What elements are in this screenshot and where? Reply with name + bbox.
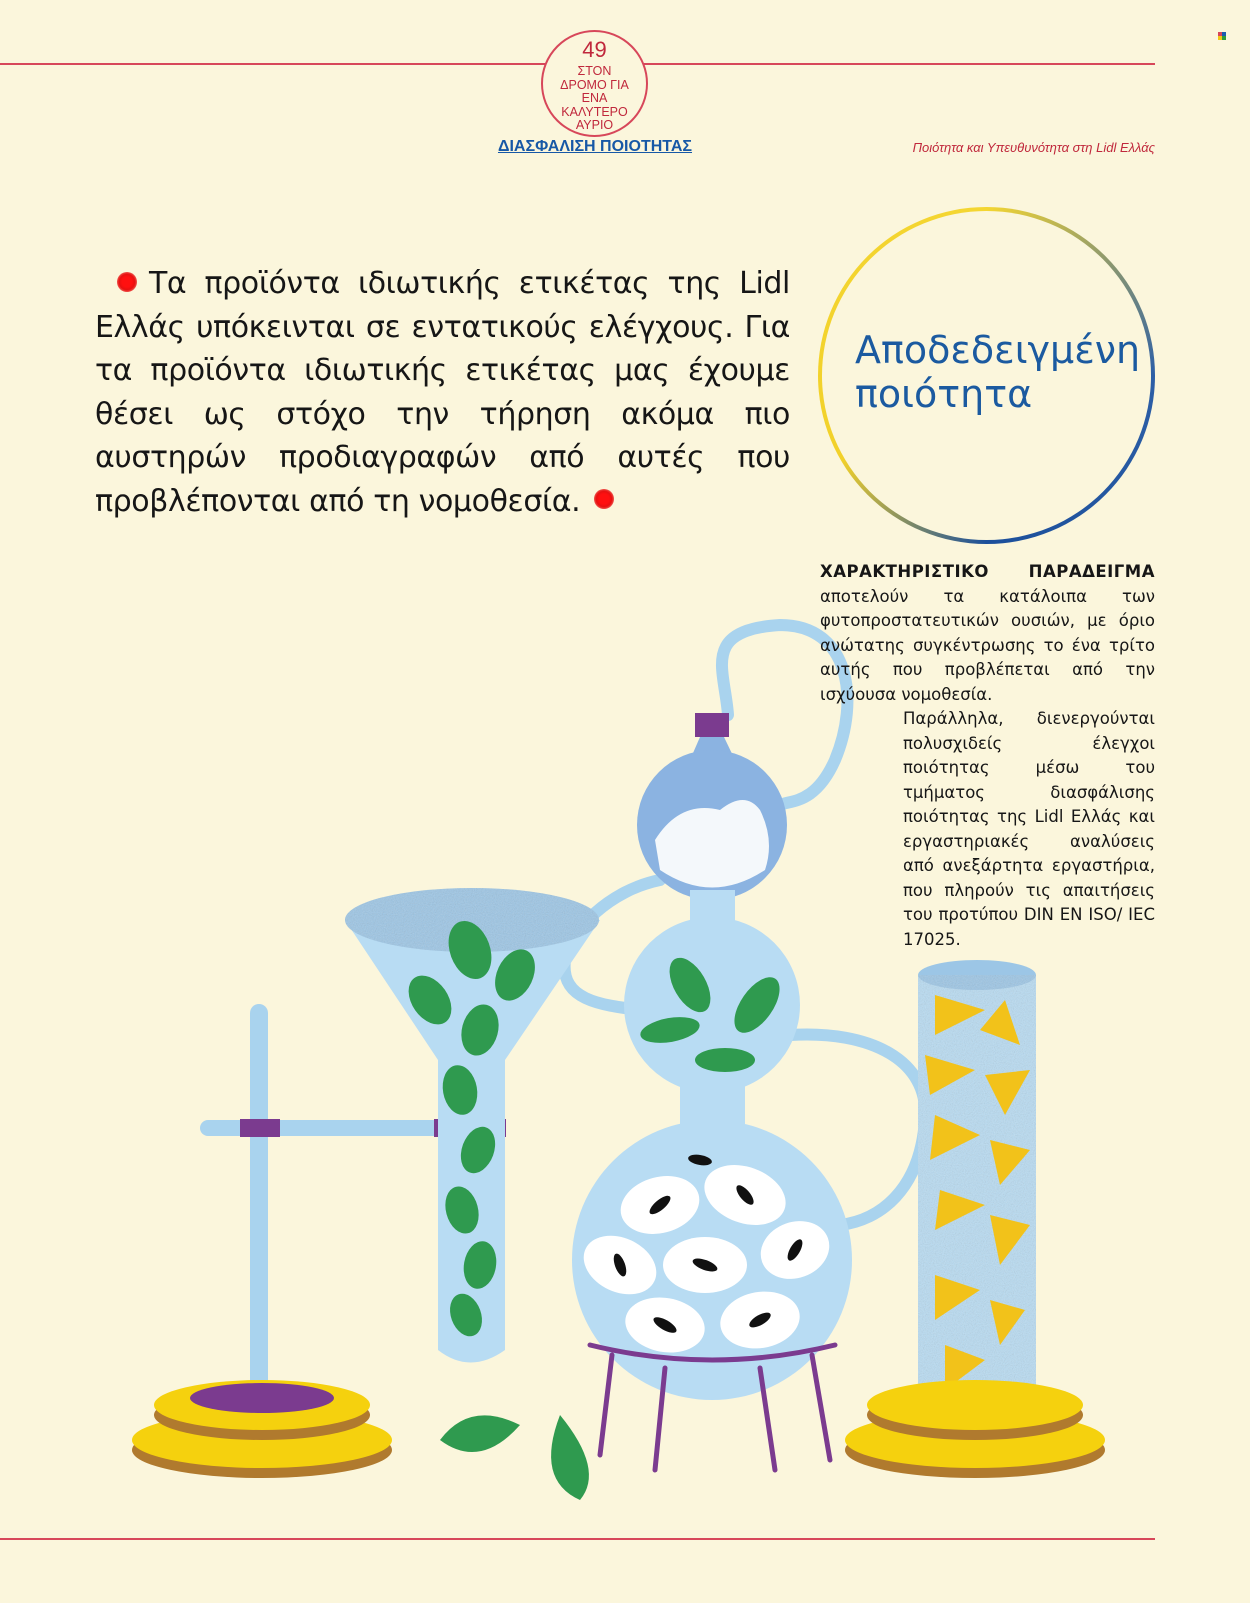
quality-paragraph: Παράλληλα, διενεργούνται πολυσχιδείς έλεγχοι ποιότητας μέσω του τμήματος διασφάλισης ποιότητας της Lidl Ελλάς και εργαστηριακές αναλύσεις από ανεξάρτητα εργαστήρια, που πληρούν τις απαιτήσεις του προτύπου DIN EN ISO/ IEC 17025. xyxy=(903,709,1155,949)
example-paragraph: αποτελούν τα κατάλοιπα των φυτοπροστατευτικών ουσιών, με όριο ανώτατης συγκέντρωσης το ένα τρίτο αυτής που προβλέπεται από την ισχύουσα νομοθεσία. xyxy=(820,586,1155,704)
loose-leaves xyxy=(440,1415,589,1500)
footer-rule xyxy=(0,1538,1155,1540)
body-column-1 xyxy=(820,560,1155,707)
distillation-flask xyxy=(572,713,852,1470)
body-column-2 xyxy=(903,707,1155,952)
example-heading: ΧΑΡΑΚΤΗΡΙΣΤΙΚΟ ΠΑΡΑΔΕΙΓΜΑ xyxy=(820,562,1155,581)
section-title: ΔΙΑΣΦΑΛΙΣΗ ΠΟΙΟΤΗΤΑΣ xyxy=(497,138,693,155)
circle-title: Αποδεδειγμένη ποιότητα xyxy=(855,328,1141,416)
lead-text: Τα προϊόντα ιδιωτικής ετικέτας της Lidl Ελλάς υπόκεινται σε εντατικούς ελέγχους. Για τα προϊόντα ιδιωτικής ετικέτας μας έχουμε θέσει ως στόχο την τήρηση ακόμα πιο αυστηρών προδιαγραφών από αυτές που προβλέπονται από τη νομοθεσία. xyxy=(95,266,790,519)
test-tube xyxy=(845,960,1105,1478)
publication-title: Ποιότητα και Υπευθυνότητα στη Lidl Ελλάς xyxy=(912,140,1155,155)
page-number: 49 xyxy=(582,37,607,62)
badge-text: ΣΤΟΝ ΔΡΟΜΟ ΓΙΑ ΕΝΑ ΚΑΛΥΤΕΡΟ ΑΥΡΙΟ xyxy=(560,64,629,132)
